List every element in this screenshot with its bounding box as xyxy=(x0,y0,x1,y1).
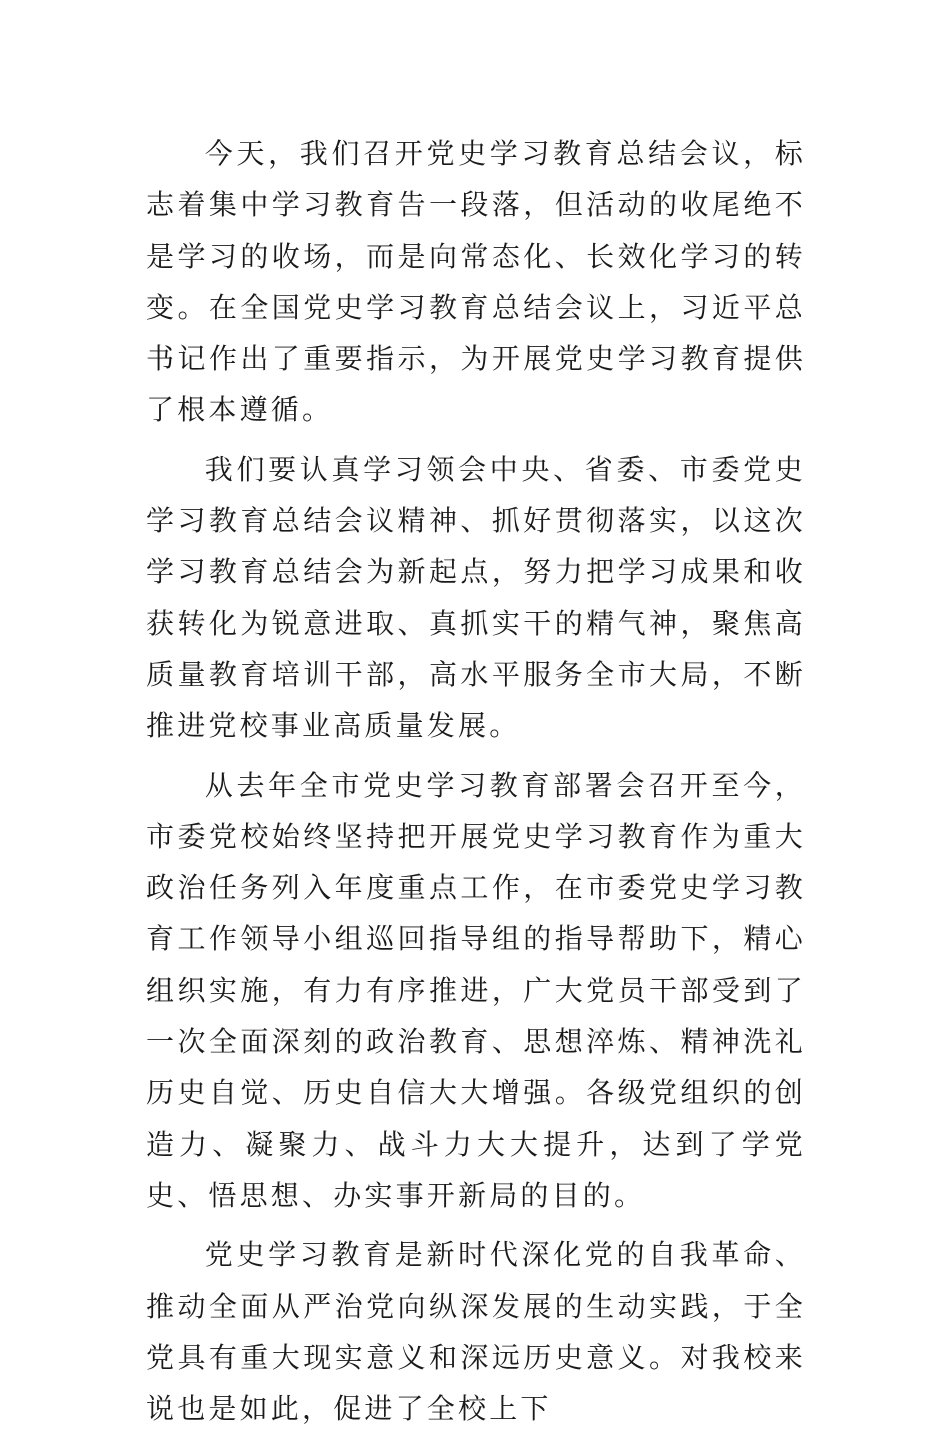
document-body xyxy=(146,128,806,1434)
paragraph-4: 党史学习教育是新时代深化党的自我革命、推动全面从严治党向纵深发展的生动实践，于全党具有重大现实意义和深远历史意义。对我校来说也是如此，促进了全校上下 xyxy=(146,1238,806,1426)
paragraph-2: 我们要认真学习领会中央、省委、市委党史学习教育总结会议精神、抓好贯彻落实，以这次学习教育总结会为新起点，努力把学习成果和收获转化为锐意进取、真抓实干的精气神，聚焦高质量教育培训干部，高水平服务全市大局，不断推进党校事业高质量发展。 xyxy=(146,452,806,743)
paragraph-1: 今天，我们召开党史学习教育总结会议，标志着集中学习教育告一段落，但活动的收尾绝不是学习的收场，而是向常态化、长效化学习的转变。在全国党史学习教育总结会议上，习近平总书记作出了重要指示，为开展党史学习教育提供了根本遵循。 xyxy=(146,137,806,427)
paragraph-3: 从去年全市党史学习教育部署会召开至今，市委党校始终坚持把开展党史学习教育作为重大政治任务列入年度重点工作，在市委党史学习教育工作领导小组巡回指导组的指导帮助下，精心组织实施，有力有序推进，广大党员干部受到了一次全面深刻的政治教育、思想淬炼、精神洗礼历史自觉、历史自信大大增强。各级党组织的创造力、凝聚力、战斗力大大提升，达到了学党史、悟思想、办实事开新局的目的。 xyxy=(146,768,806,1212)
